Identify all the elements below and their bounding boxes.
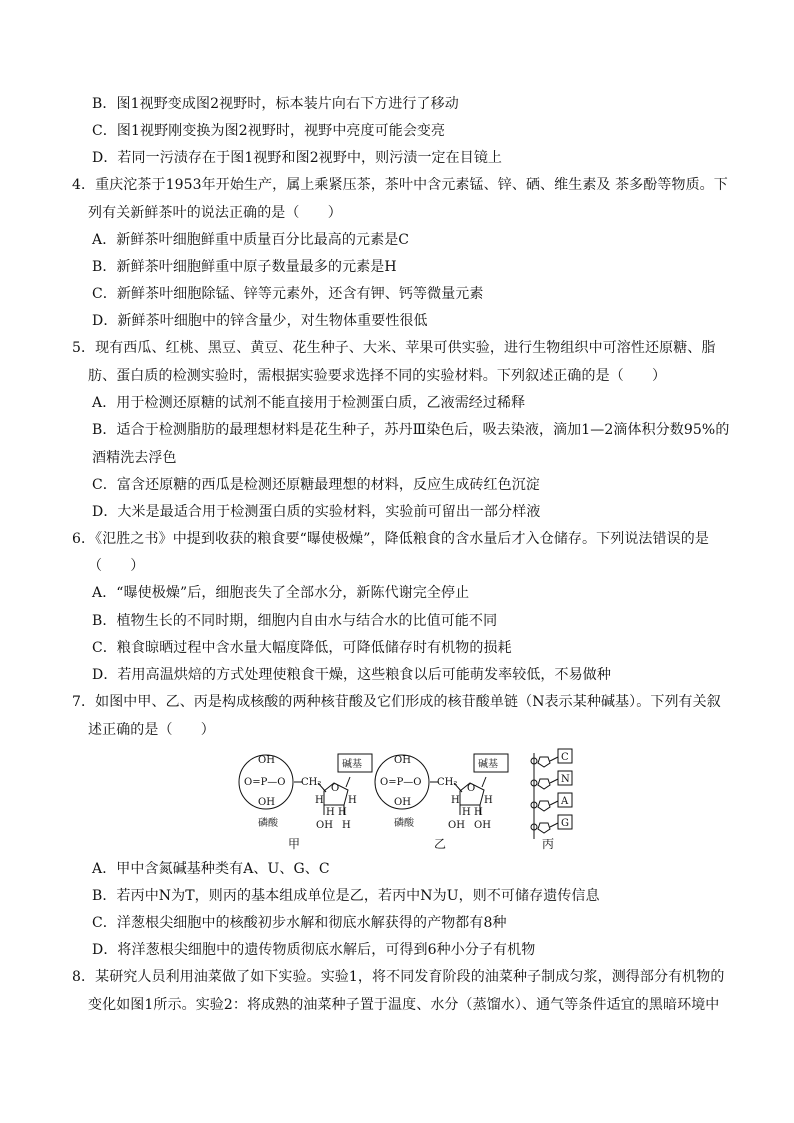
jia-h2: H	[348, 795, 357, 806]
q5-option-b-line1: B．适合于检测脂肪的最理想材料是花生种子，苏丹Ⅲ染色后，吸去染液，滴加1—2滴体积分数95%的	[92, 422, 730, 438]
q5-option-a: A．用于检测还原糖的试剂不能直接用于检测蛋白质，乙液需经过稀释	[92, 395, 526, 411]
q6-option-d: D．若用高温烘焙的方式处理使粮食干燥，这些粮食以后可能萌发率较低，不易做种	[92, 667, 611, 683]
label-yi: 乙	[434, 837, 447, 851]
q4-stem-line1: 4．重庆沱茶于1953年开始生产，属上乘紧压茶，茶叶中含元素锰、锌、硒、维生素及 茶多酚等物质。下	[72, 177, 728, 193]
jia-h4: H	[338, 807, 347, 818]
jia-h5: H	[342, 820, 351, 831]
q3-option-c: C．图1视野刚变换为图2视野时，视野中亮度可能会变亮	[92, 123, 446, 139]
q7-option-d: D．将洋葱根尖细胞中的遗传物质彻底水解后，可得到6种小分子有机物	[92, 942, 536, 958]
q5-stem-line2: 肪、蛋白质的检测实验时，需根据实验要求选择不同的实验材料。下列叙述正确的是（ ）	[88, 368, 667, 384]
q4-option-d: D．新鲜茶叶细胞中的锌含量少，对生物体重要性很低	[92, 313, 428, 329]
q5-option-b-line2: 酒精洗去浮色	[92, 450, 177, 466]
q6-option-c: C．粮食晾晒过程中含水量大幅度降低，可降低储存时有机物的损耗	[92, 640, 512, 656]
q4-option-a: A．新鲜茶叶细胞鲜重中质量百分比最高的元素是C	[92, 232, 410, 248]
jia-ope: O=P—O	[244, 777, 286, 788]
yi-ope: O=P—O	[380, 777, 422, 788]
jia-oh-top: OH	[258, 755, 275, 766]
q3-option-b: B．图1视野变成图2视野时，标本装片向右下方进行了移动	[92, 96, 459, 112]
q6-stem-line1: 6．《氾胜之书》中提到收获的粮食要“曝使极燥”，降低粮食的含水量后才入仓储存。下列说法错误的是	[72, 531, 709, 547]
q7-stem-line1: 7．如图中甲、乙、丙是构成核酸的两种核苷酸及它们形成的核苷酸单链（N表示某种碱基）。下列有关叙	[72, 694, 721, 710]
yi-oh-sugar2: OH	[474, 820, 491, 831]
yi-h3: H	[462, 807, 471, 818]
q4-option-b: B．新鲜茶叶细胞鲜重中原子数量最多的元素是H	[92, 259, 397, 275]
q7-option-c: C．洋葱根尖细胞中的核酸初步水解和彻底水解获得的产物都有8种	[92, 915, 507, 931]
q5-option-c: C．富含还原糖的西瓜是检测还原糖最理想的材料，反应生成砖红色沉淀	[92, 477, 540, 493]
yi-phosphate-label: 磷酸	[394, 818, 414, 829]
yi-h2: H	[484, 795, 493, 806]
q6-option-b: B．植物生长的不同时期，细胞内自由水与结合水的比值可能不同	[92, 613, 498, 629]
yi-h4: H	[474, 807, 483, 818]
chain-base-a: A	[561, 796, 569, 807]
q4-option-c: C．新鲜茶叶细胞除锰、锌等元素外，还含有钾、钙等微量元素	[92, 286, 484, 302]
label-jia: 甲	[288, 837, 301, 851]
q5-option-d: D．大米是最适合用于检测蛋白质的实验材料，实验前可留出一部分样液	[92, 504, 541, 520]
yi-oh-bottom: OH	[394, 797, 411, 808]
q6-stem-line2: （ ）	[88, 558, 145, 574]
nucleotide-figure	[238, 745, 580, 857]
chain-base-n: N	[561, 774, 570, 785]
jia-oh-bottom: OH	[258, 797, 275, 808]
jia-h1: H	[315, 795, 324, 806]
nucleotide-diagram	[238, 745, 580, 857]
q4-stem-line2: 列有关新鲜茶叶的说法正确的是（ ）	[88, 205, 342, 221]
q8-stem-line1: 8．某研究人员利用油菜做了如下实验。实验1，将不同发育阶段的油菜种子制成匀浆，测得部分有机物的	[72, 969, 725, 985]
q7-option-a: A．甲中含氮碱基种类有A、U、G、C	[92, 861, 330, 877]
q5-stem-line1: 5．现有西瓜、红桃、黑豆、黄豆、花生种子、大米、苹果可供实验，进行生物组织中可溶性还原糖、脂	[72, 340, 716, 356]
label-bing: 丙	[542, 837, 555, 851]
yi-ch2: CH₂	[437, 777, 458, 788]
yi-oh-top: OH	[394, 755, 411, 766]
jia-phosphate-label: 磷酸	[258, 818, 278, 829]
jia-ch2: CH₂	[301, 777, 322, 788]
q6-option-a: A．“曝使极燥”后，细胞丧失了全部水分，新陈代谢完全停止	[92, 585, 470, 601]
q3-option-d: D．若同一污渍存在于图1视野和图2视野中，则污渍一定在目镜上	[92, 150, 503, 166]
q7-stem-line2: 述正确的是（ ）	[88, 722, 215, 738]
jia-base-label: 碱基	[342, 759, 362, 770]
q7-option-b: B．若丙中N为T，则丙的基本组成单位是乙，若丙中N为U，则不可储存遗传信息	[92, 888, 600, 904]
yi-oh-sugar1: OH	[448, 820, 465, 831]
jia-oh-sugar: OH	[316, 820, 333, 831]
yi-base-label: 碱基	[478, 759, 498, 770]
chain-base-g: G	[561, 818, 569, 829]
chain-base-c: C	[561, 752, 569, 763]
yi-h1: H	[451, 795, 460, 806]
jia-o: O	[331, 783, 340, 794]
jia-h3: H	[326, 807, 335, 818]
q8-stem-line2: 变化如图1所示。实验2：将成熟的油菜种子置于温度、水分（蒸馏水）、通气等条件适宜的黑暗环境中	[88, 997, 720, 1013]
yi-o: O	[467, 783, 476, 794]
